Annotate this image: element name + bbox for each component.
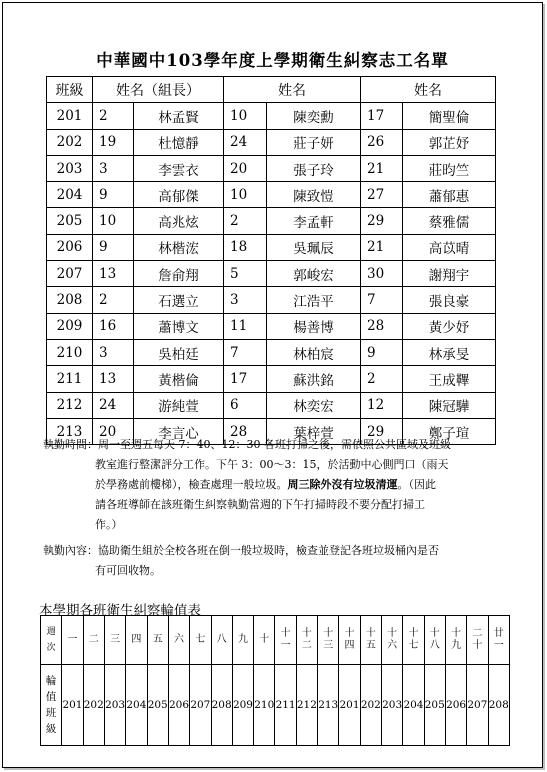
duty-class-cell: 208: [488, 665, 509, 746]
duty-content-line: 有可回收物。: [95, 564, 161, 577]
class-cell: 206: [47, 234, 93, 260]
duty-notes: [43, 435, 513, 581]
duty-class-cell: 210: [254, 665, 275, 746]
leader-name: 吳柏廷: [134, 339, 224, 365]
week-cell: 一: [62, 616, 83, 665]
duty-class-cell: 211: [275, 665, 296, 746]
class-label: [41, 665, 62, 746]
member-name: 林承旻: [403, 339, 496, 365]
class-cell: 205: [47, 208, 93, 234]
seat-number: 7: [361, 287, 403, 313]
class-label-text: 輪 值 班 級: [45, 675, 57, 735]
roster-row: [47, 129, 496, 155]
leader-name: 石選立: [134, 287, 224, 313]
duty-time-line: 教室進行整潔評分工作。下午 3：00～3：15，於活動中心側門口（雨天: [95, 458, 449, 471]
header-name-2: 姓名: [224, 77, 361, 103]
member-name: 陳奕勳: [267, 103, 361, 129]
duty-class-cell: 206: [168, 665, 189, 746]
class-cell: 202: [47, 129, 93, 155]
week-label: [41, 616, 62, 665]
member-name: 李孟軒: [267, 208, 361, 234]
member-name: 黃少妤: [403, 313, 496, 339]
duty-class-cell: 207: [190, 665, 211, 746]
header-leader-name: 姓名（組長）: [93, 77, 224, 103]
seat-number: 20: [224, 155, 267, 181]
leader-name: 李言心: [134, 418, 224, 444]
leader-name: 詹俞翔: [134, 261, 224, 287]
document-page: [2, 2, 543, 768]
leader-name: 高郁傑: [134, 182, 224, 208]
roster-row: [47, 182, 496, 208]
seat-number: 29: [361, 418, 403, 444]
duty-time-line: 執勤時間：周一至週五每天 7：40、12：30 各班打掃之後，需依照公共區域及班級: [43, 438, 451, 451]
class-cell: 208: [47, 287, 93, 313]
duty-class-cell: 206: [445, 665, 466, 746]
header-class: 班級: [47, 77, 93, 103]
member-name: 楊善博: [267, 313, 361, 339]
seat-number: 13: [93, 261, 134, 287]
class-cell: 201: [47, 103, 93, 129]
week-row: [41, 616, 510, 665]
page-title: 中華國中103學年度上學期衛生糾察志工名單: [96, 51, 449, 70]
duty-class-cell: 201: [339, 665, 360, 746]
member-name: 蕭郁惠: [403, 182, 496, 208]
week-cell: 九: [232, 616, 253, 665]
duty-time-line: 請各班導師在該班衛生糾察執勤當週的下午打掃時段不要分配打掃工: [95, 498, 425, 511]
duty-class-cell: 212: [296, 665, 317, 746]
seat-number: 7: [224, 339, 267, 365]
seat-number: 18: [224, 234, 267, 260]
rotation-schedule-table: [40, 615, 510, 746]
member-name: 蘇洪銘: [267, 366, 361, 392]
garbage-exception-note: 周三除外沒有垃圾清運: [287, 478, 398, 491]
duty-class-cell: 208: [211, 665, 232, 746]
class-cell: 213: [47, 418, 93, 444]
duty-time-line: 作。）: [95, 518, 123, 531]
class-cell: 204: [47, 182, 93, 208]
week-cell: 五: [147, 616, 168, 665]
week-cell: 八: [211, 616, 232, 665]
member-name: 謝翔宇: [403, 261, 496, 287]
week-cell: 十 四: [339, 616, 360, 665]
week-label-text: 週 次: [46, 627, 56, 653]
member-name: 張子玲: [267, 155, 361, 181]
seat-number: 19: [93, 129, 134, 155]
roster-row: [47, 287, 496, 313]
class-cell: 210: [47, 339, 93, 365]
seat-number: 3: [93, 155, 134, 181]
duty-class-cell: 205: [147, 665, 168, 746]
leader-name: 林孟賢: [134, 103, 224, 129]
week-cell: 七: [190, 616, 211, 665]
seat-number: 27: [361, 182, 403, 208]
seat-number: 10: [224, 103, 267, 129]
seat-number: 28: [224, 418, 267, 444]
duty-time-line: [43, 475, 513, 495]
roster-row: [47, 208, 496, 234]
roster-row: [47, 155, 496, 181]
header-name-3: 姓名: [361, 77, 496, 103]
seat-number: 9: [93, 234, 134, 260]
class-cell: 203: [47, 155, 93, 181]
schedule-title: 本學期各班衛生糾察輪值表: [39, 603, 201, 619]
member-name: 簡聖倫: [403, 103, 496, 129]
seat-number: 10: [93, 208, 134, 234]
member-name: 陳致愷: [267, 182, 361, 208]
member-name: 郭芷妤: [403, 129, 496, 155]
member-name: 江浩平: [267, 287, 361, 313]
roster-row: [47, 103, 496, 129]
duty-class-cell: 209: [232, 665, 253, 746]
seat-number: 10: [224, 182, 267, 208]
roster-row: [47, 261, 496, 287]
duty-class-cell: 203: [104, 665, 125, 746]
week-cell: 十 六: [382, 616, 403, 665]
leader-name: 游純萱: [134, 392, 224, 418]
week-cell: 三: [104, 616, 125, 665]
week-cell: 廿 一: [488, 616, 509, 665]
class-cell: 209: [47, 313, 93, 339]
week-cell: 十 九: [445, 616, 466, 665]
seat-number: 21: [361, 155, 403, 181]
seat-number: 12: [361, 392, 403, 418]
member-name: 高苡晴: [403, 234, 496, 260]
roster-header-row: [47, 77, 496, 103]
duty-class-cell: 203: [382, 665, 403, 746]
duty-class-cell: 213: [318, 665, 339, 746]
member-name: 莊子妍: [267, 129, 361, 155]
seat-number: 9: [93, 182, 134, 208]
roster-row: [47, 234, 496, 260]
duty-time-text: 。（因此: [397, 478, 436, 491]
duty-class-cell: 205: [424, 665, 445, 746]
leader-name: 林楷浤: [134, 234, 224, 260]
seat-number: 6: [224, 392, 267, 418]
seat-number: 17: [361, 103, 403, 129]
roster-row: [47, 313, 496, 339]
seat-number: 30: [361, 261, 403, 287]
week-cell: 十 七: [403, 616, 424, 665]
seat-number: 2: [93, 103, 134, 129]
member-name: 王成鞸: [403, 366, 496, 392]
leader-name: 李雲衣: [134, 155, 224, 181]
week-cell: 四: [126, 616, 147, 665]
seat-number: 20: [93, 418, 134, 444]
member-name: 莊昀竺: [403, 155, 496, 181]
duty-class-row: [41, 665, 510, 746]
class-cell: 207: [47, 261, 93, 287]
seat-number: 2: [224, 208, 267, 234]
member-name: 鄭子瑄: [403, 418, 496, 444]
member-name: 張良豪: [403, 287, 496, 313]
duty-class-cell: 204: [403, 665, 424, 746]
week-cell: 十 二: [296, 616, 317, 665]
week-cell: 二 十: [467, 616, 488, 665]
seat-number: 2: [361, 366, 403, 392]
member-name: 吳珮辰: [267, 234, 361, 260]
roster-row: [47, 392, 496, 418]
seat-number: 9: [361, 339, 403, 365]
duty-content-line: 執勤內容：協助衛生組於全校各班在倒一般垃圾時，檢查並登記各班垃圾桶內是否: [43, 544, 439, 557]
member-name: 蔡雅儒: [403, 208, 496, 234]
week-cell: 十: [254, 616, 275, 665]
class-cell: 211: [47, 366, 93, 392]
duty-class-cell: 202: [83, 665, 104, 746]
duty-class-cell: 207: [467, 665, 488, 746]
duty-class-cell: 202: [360, 665, 381, 746]
week-cell: 十 三: [318, 616, 339, 665]
member-name: 葉梓萱: [267, 418, 361, 444]
week-cell: 十 五: [360, 616, 381, 665]
duty-class-cell: 204: [126, 665, 147, 746]
seat-number: 16: [93, 313, 134, 339]
seat-number: 3: [93, 339, 134, 365]
member-name: 郭峻宏: [267, 261, 361, 287]
member-name: 林奕宏: [267, 392, 361, 418]
seat-number: 11: [224, 313, 267, 339]
leader-name: 蕭博文: [134, 313, 224, 339]
member-name: 陳冠驊: [403, 392, 496, 418]
week-cell: 六: [168, 616, 189, 665]
roster-row: [47, 339, 496, 365]
leader-name: 杜憶靜: [134, 129, 224, 155]
leader-name: 黃楷倫: [134, 366, 224, 392]
roster-row: [47, 366, 496, 392]
member-name: 林柏宸: [267, 339, 361, 365]
week-cell: 十 八: [424, 616, 445, 665]
seat-number: 2: [93, 287, 134, 313]
duty-class-cell: 201: [62, 665, 83, 746]
seat-number: 28: [361, 313, 403, 339]
seat-number: 24: [224, 129, 267, 155]
seat-number: 24: [93, 392, 134, 418]
leader-name: 高兆炫: [134, 208, 224, 234]
seat-number: 17: [224, 366, 267, 392]
week-cell: 十 一: [275, 616, 296, 665]
seat-number: 5: [224, 261, 267, 287]
seat-number: 3: [224, 287, 267, 313]
class-cell: 212: [47, 392, 93, 418]
seat-number: 13: [93, 366, 134, 392]
seat-number: 29: [361, 208, 403, 234]
volunteer-roster-table: [46, 76, 496, 445]
seat-number: 26: [361, 129, 403, 155]
seat-number: 21: [361, 234, 403, 260]
duty-time-text: 於學務處前樓梯），檢查處理一般垃圾。: [95, 478, 288, 491]
week-cell: 二: [83, 616, 104, 665]
